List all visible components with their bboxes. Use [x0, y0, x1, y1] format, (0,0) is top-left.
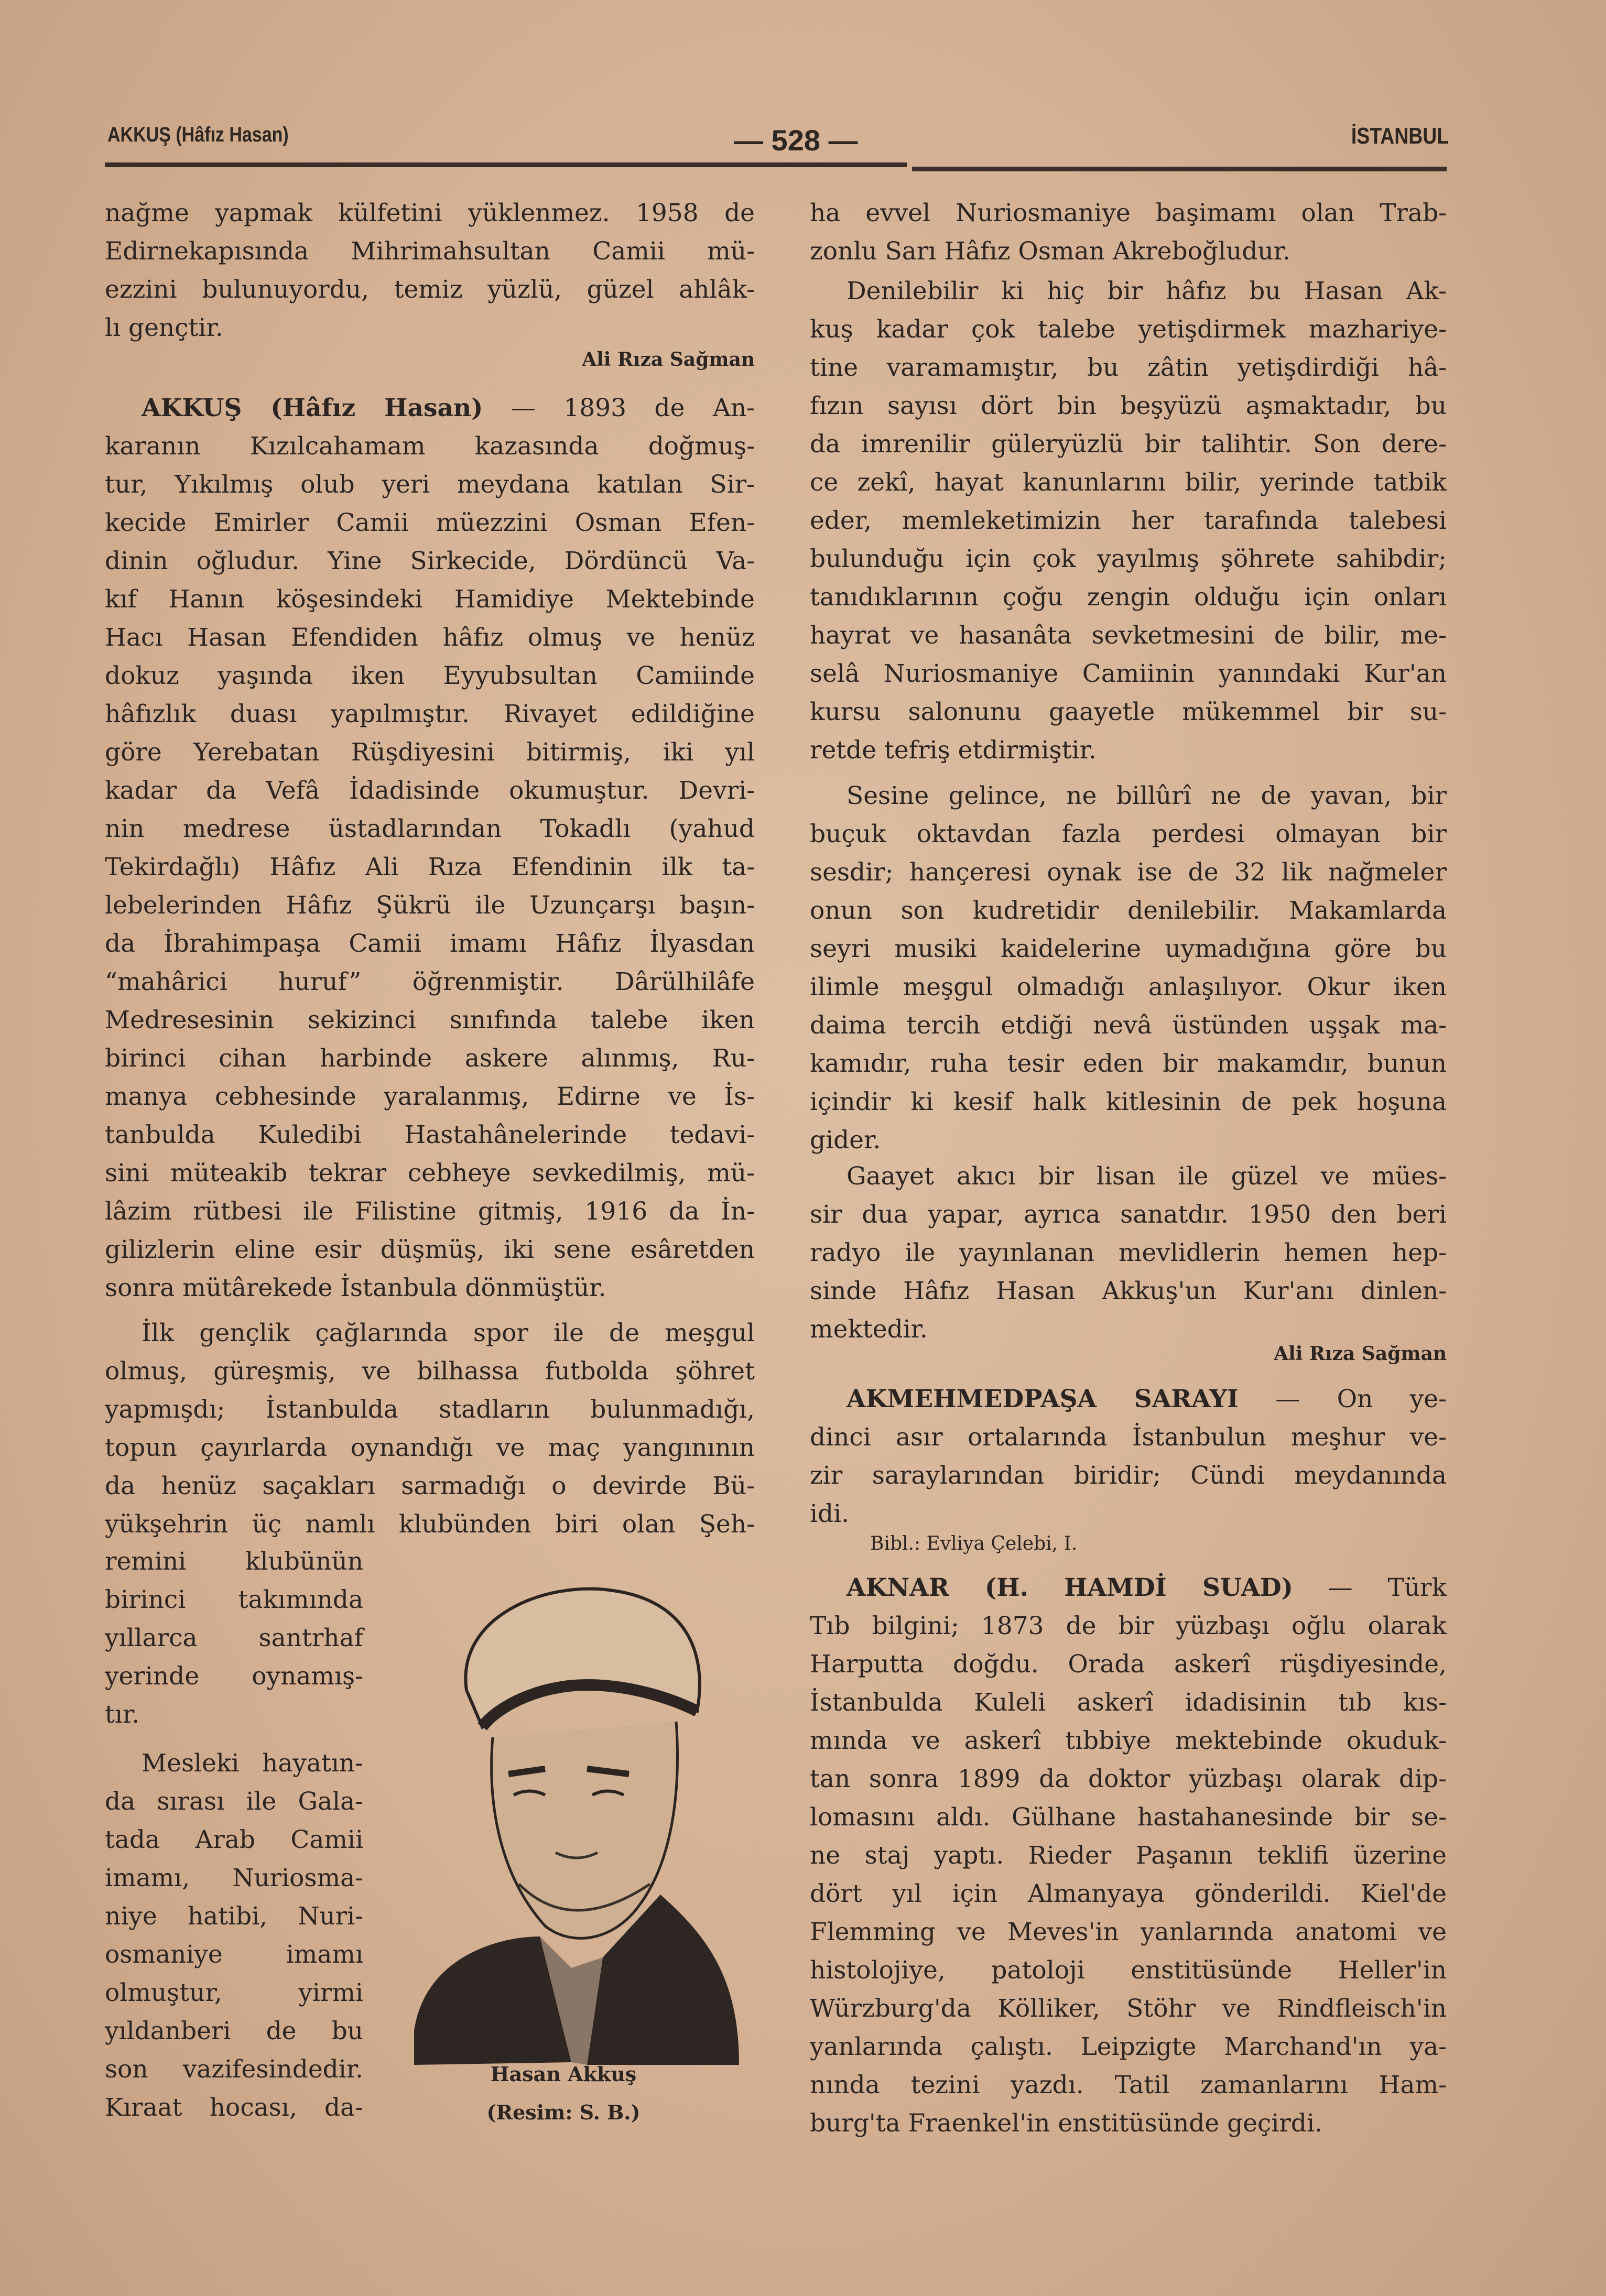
text-line: dinin oğludur. Yine Sirkecide, Dördüncü Va-: [105, 547, 755, 575]
text-line: Edirnekapısında Mihrimahsultan Camii mü-: [105, 237, 755, 266]
text-line: remini klubünün: [105, 1547, 363, 1576]
text-line: sesdir; hançeresi oynak ise de 32 lik nağmeler: [810, 858, 1447, 887]
text-line: birinci cihan harbinde askere alınmış, Ru-: [105, 1044, 755, 1073]
entry-headword: AKNAR (H. HAMDİ SUAD): [847, 1573, 1293, 1602]
text-line: yerinde oynamış-: [105, 1662, 363, 1691]
paragraph: [105, 1314, 755, 1543]
text-line: Hacı Hasan Efendiden hâfız olmuş ve henüz: [105, 623, 755, 652]
text-line: zir saraylarından biridir; Cündi meydanında: [810, 1461, 1447, 1490]
text-line: retde tefriş etdirmiştir.: [810, 736, 1097, 765]
text-line: tanbulda Kuledibi Hastahânelerinde tedavi-: [105, 1120, 755, 1149]
text-line: kursu salonunu gaayetle mükemmel bir su-: [810, 698, 1447, 726]
figure-caption: Hasan Akkuş: [490, 2062, 637, 2086]
header-rule-right: [912, 167, 1447, 171]
paragraph: [810, 777, 1447, 1159]
text-line: AKMEHMEDPAŞA SARAYI — On ye-: [847, 1385, 1447, 1413]
header-rule-left: [105, 162, 907, 167]
text-line: son vazifesindedir.: [105, 2055, 363, 2084]
text-line: yıllarca santrhaf: [105, 1624, 363, 1652]
text-line: ilimle meşgul olmadığı anlaşılıyor. Okur iken: [810, 973, 1447, 1002]
text-line: Tıb bilgini; 1873 de bir yüzbaşı oğlu olarak: [810, 1612, 1447, 1640]
paragraph-narrow: [105, 1744, 363, 2127]
text-line: Harputta doğdu. Orada askerî rüşdiyesinde,: [810, 1650, 1447, 1679]
text-line: lâzim rütbesi ile Filistine gitmiş, 1916 da İn-: [105, 1197, 755, 1226]
text-line: nağme yapmak külfetini yüklenmez. 1958 de: [105, 199, 755, 227]
text-line: olmuştur, yirmi: [105, 1978, 363, 2007]
text-line: onun son kudretidir denilebilir. Makamlarda: [810, 896, 1447, 925]
text-line: buçuk oktavdan fazla perdesi olmayan bir: [810, 820, 1447, 848]
text-line: hâfızlık duası yapılmıştır. Rivayet edildiğine: [105, 700, 755, 728]
paragraph: [810, 272, 1447, 769]
text-line: daima tercih etdiği nevâ üstünden uşşak ma-: [810, 1011, 1447, 1040]
text-line: idi.: [810, 1499, 850, 1528]
text-line: imamı, Nuriosma-: [105, 1864, 363, 1892]
text-line: tine varamamıştır, bu zâtin yetişdirdiği hâ-: [810, 353, 1447, 382]
entry-headword: AKKUŞ (Hâfız Hasan): [142, 394, 483, 422]
text-line: osmaniye imamı: [105, 1940, 363, 1969]
paragraph: [810, 1157, 1447, 1348]
text-line: gider.: [810, 1126, 881, 1155]
author-signature: Ali Rıza Sağman: [582, 349, 755, 371]
text-line: burg'ta Fraenkel'in enstitüsünde geçirdi.: [810, 2109, 1322, 2138]
text-line: Würzburg'da Kölliker, Stöhr ve Rindfleisch'in: [810, 1994, 1447, 2023]
text-line: “mahârici huruf” öğrenmiştir. Dârülhilâfe: [105, 967, 755, 996]
text-line: birinci takımında: [105, 1585, 363, 1614]
text-line: dört yıl için Almanyaya gönderildi. Kiel'de: [810, 1879, 1447, 1908]
text-line: göre Yerebatan Rüşdiyesini bitirmiş, iki yıl: [105, 738, 755, 767]
text-line: da henüz saçakları sarmadığı o devirde Bü-: [105, 1472, 755, 1500]
text-line: tada Arab Camii: [105, 1825, 363, 1854]
text-line: zonlu Sarı Hâfız Osman Akreboğludur.: [810, 237, 1290, 266]
text-line: ezzini bulunuyordu, temiz yüzlü, güzel ahlâk-: [105, 275, 755, 304]
text-line: lomasını aldı. Gülhane hastahanesinde bir se-: [810, 1803, 1447, 1832]
text-line: gilizlerin eline esir düşmüş, iki sene esâretden: [105, 1235, 755, 1264]
author-signature: Ali Rıza Sağman: [1274, 1343, 1447, 1365]
text-line: Kıraat hocası, da-: [105, 2093, 363, 2122]
text-line: fızın sayısı dört bin beşyüzü aşmaktadır, bu: [810, 391, 1447, 420]
text-line: kecide Emirler Camii müezzini Osman Efen-: [105, 508, 755, 537]
text-line: kıf Hanın köşesindeki Hamidiye Mektebinde: [105, 585, 755, 614]
text-line: Denilebilir ki hiç bir hâfız bu Hasan Ak-: [847, 277, 1447, 306]
text-line: dokuz yaşında iken Eyyubsultan Camiinde: [105, 661, 755, 690]
figure-credit: (Resim: S. B.): [486, 2101, 641, 2124]
text-line: yıldanberi de bu: [105, 2017, 363, 2045]
text-line: sir dua yapar, ayrıca sanatdır. 1950 den beri: [810, 1200, 1447, 1229]
portrait-illustration: [414, 1559, 739, 2065]
text-line: da İbrahimpaşa Camii imamı Hâfız İlyasdan: [105, 929, 755, 958]
text-line: yanlarında çalıştı. Leipzigte Marchand'ın ya-: [810, 2032, 1447, 2061]
text-line: tur, Yıkılmış olub yeri meydana katılan Sir-: [105, 470, 755, 499]
portrait-drawing: [414, 1559, 739, 2065]
text-line: sonra mütârekede İstanbula dönmüştür.: [105, 1274, 606, 1302]
text-line: hayrat ve hasanâta sevketmesini de bilir, me-: [810, 621, 1447, 650]
text-line: Tekirdağlı) Hâfız Ali Rıza Efendinin ilk ta-: [105, 853, 755, 882]
entry-akmehmedpasa-sarayi: [810, 1380, 1447, 1533]
entry-headword: AKMEHMEDPAŞA SARAYI: [847, 1385, 1239, 1413]
text-line: İlk gençlik çağlarında spor ile de meşgul: [142, 1319, 755, 1347]
text-line: Sesine gelince, ne billûrî ne de yavan, bir: [847, 781, 1447, 810]
text-line: içindir ki kesif halk kitlesinin de pek hoşuna: [810, 1087, 1447, 1116]
text-line: manya cebhesinde yaralanmış, Edirne ve İs-: [105, 1082, 755, 1111]
bibliography: Bibl.: Evliya Çelebi, I.: [870, 1533, 1078, 1554]
running-head-volume: İSTANBUL: [1351, 123, 1449, 149]
text-line: sini müteakib tekrar cebheye sevkedilmiş, mü-: [105, 1159, 755, 1188]
text-line: seyri musiki kaidelerine uymadığına göre bu: [810, 934, 1447, 963]
text-line: histolojiye, patoloji enstitüsünde Heller'in: [810, 1956, 1447, 1985]
text-line: da imrenilir güleryüzlü bir talihtir. Son dere-: [810, 430, 1447, 459]
text-line: da sırası ile Gala-: [105, 1787, 363, 1816]
paragraph: [105, 194, 755, 347]
text-line: mektedir.: [810, 1315, 928, 1344]
paragraph: [810, 194, 1447, 270]
text-line: Gaayet akıcı bir lisan ile güzel ve mües-: [847, 1162, 1447, 1191]
text-line: AKKUŞ (Hâfız Hasan) — 1893 de An-: [142, 394, 755, 422]
text-line: ce zekî, hayat kanunlarını bilir, yerinde tatbik: [810, 468, 1447, 497]
text-line: kadar da Vefâ İdadisinde okumuştur. Devri-: [105, 776, 755, 805]
text-line: dinci asır ortalarında İstanbulun meşhur ve-: [810, 1423, 1447, 1452]
text-line: tanıdıklarının çoğu zengin olduğu için onları: [810, 583, 1447, 612]
text-line: yükşehrin üç namlı klubünden biri olan Şeh-: [105, 1510, 755, 1539]
page-number: — 528 —: [734, 124, 858, 157]
text-line: olmuş, güreşmiş, ve bilhassa futbolda şöhret: [105, 1357, 755, 1386]
text-line: Flemming ve Meves'in yanlarında anatomi ve: [810, 1918, 1447, 1946]
text-line: İstanbulda Kuleli askerî idadisinin tıb kıs-: [810, 1688, 1447, 1717]
text-line: mında ve askerî tıbbiye mektebinde okuduk-: [810, 1726, 1447, 1755]
entry-akkus: [105, 389, 755, 1307]
text-line: ne staj yaptı. Rieder Paşanın teklifi üzerine: [810, 1841, 1447, 1870]
text-line: bulunduğu için çok yayılmış şöhrete sahibdir;: [810, 545, 1447, 573]
text-line: Mesleki hayatın-: [142, 1749, 363, 1778]
text-line: sinde Hâfız Hasan Akkuş'un Kur'anı dinlen-: [810, 1277, 1447, 1305]
text-line: lebelerinden Hâfız Şükrü ile Uzunçarşı başın-: [105, 891, 755, 920]
text-line: yapmışdı; İstanbulda stadların bulunmadığı,: [105, 1395, 755, 1424]
text-line: lı gençtir.: [105, 313, 223, 342]
running-head-entry: AKKUŞ (Hâfız Hasan): [107, 123, 289, 146]
text-line: ha evvel Nuriosmaniye başimamı olan Trab-: [810, 199, 1447, 227]
text-line: eder, memleketimizin her tarafında talebesi: [810, 506, 1447, 535]
text-line: karanın Kızılcahamam kazasında doğmuş-: [105, 432, 755, 461]
text-line: selâ Nuriosmaniye Camiinin yanındaki Kur'an: [810, 659, 1447, 688]
text-line: tan sonra 1899 da doktor yüzbaşı olarak dip-: [810, 1765, 1447, 1793]
text-line: nin medrese üstadlarından Tokadlı (yahud: [105, 814, 755, 843]
text-line: radyo ile yayınlanan mevlidlerin hemen hep-: [810, 1238, 1447, 1267]
paragraph-narrow: [105, 1542, 363, 1734]
text-line: topun çayırlarda oynandığı ve maç yangınının: [105, 1433, 755, 1462]
text-line: nında tezini yazdı. Tatil zamanlarını Ham-: [810, 2071, 1447, 2099]
text-line: kuş kadar çok talebe yetişdirmek mazhariye-: [810, 315, 1447, 344]
text-line: tır.: [105, 1700, 140, 1729]
text-line: kamıdır, ruha tesir eden bir makamdır, bunun: [810, 1049, 1447, 1078]
text-line: AKNAR (H. HAMDİ SUAD) — Türk: [847, 1573, 1447, 1602]
text-line: niye hatibi, Nuri-: [105, 1902, 363, 1931]
entry-aknar: [810, 1569, 1447, 2142]
text-line: Medresesinin sekizinci sınıfında talebe iken: [105, 1006, 755, 1035]
